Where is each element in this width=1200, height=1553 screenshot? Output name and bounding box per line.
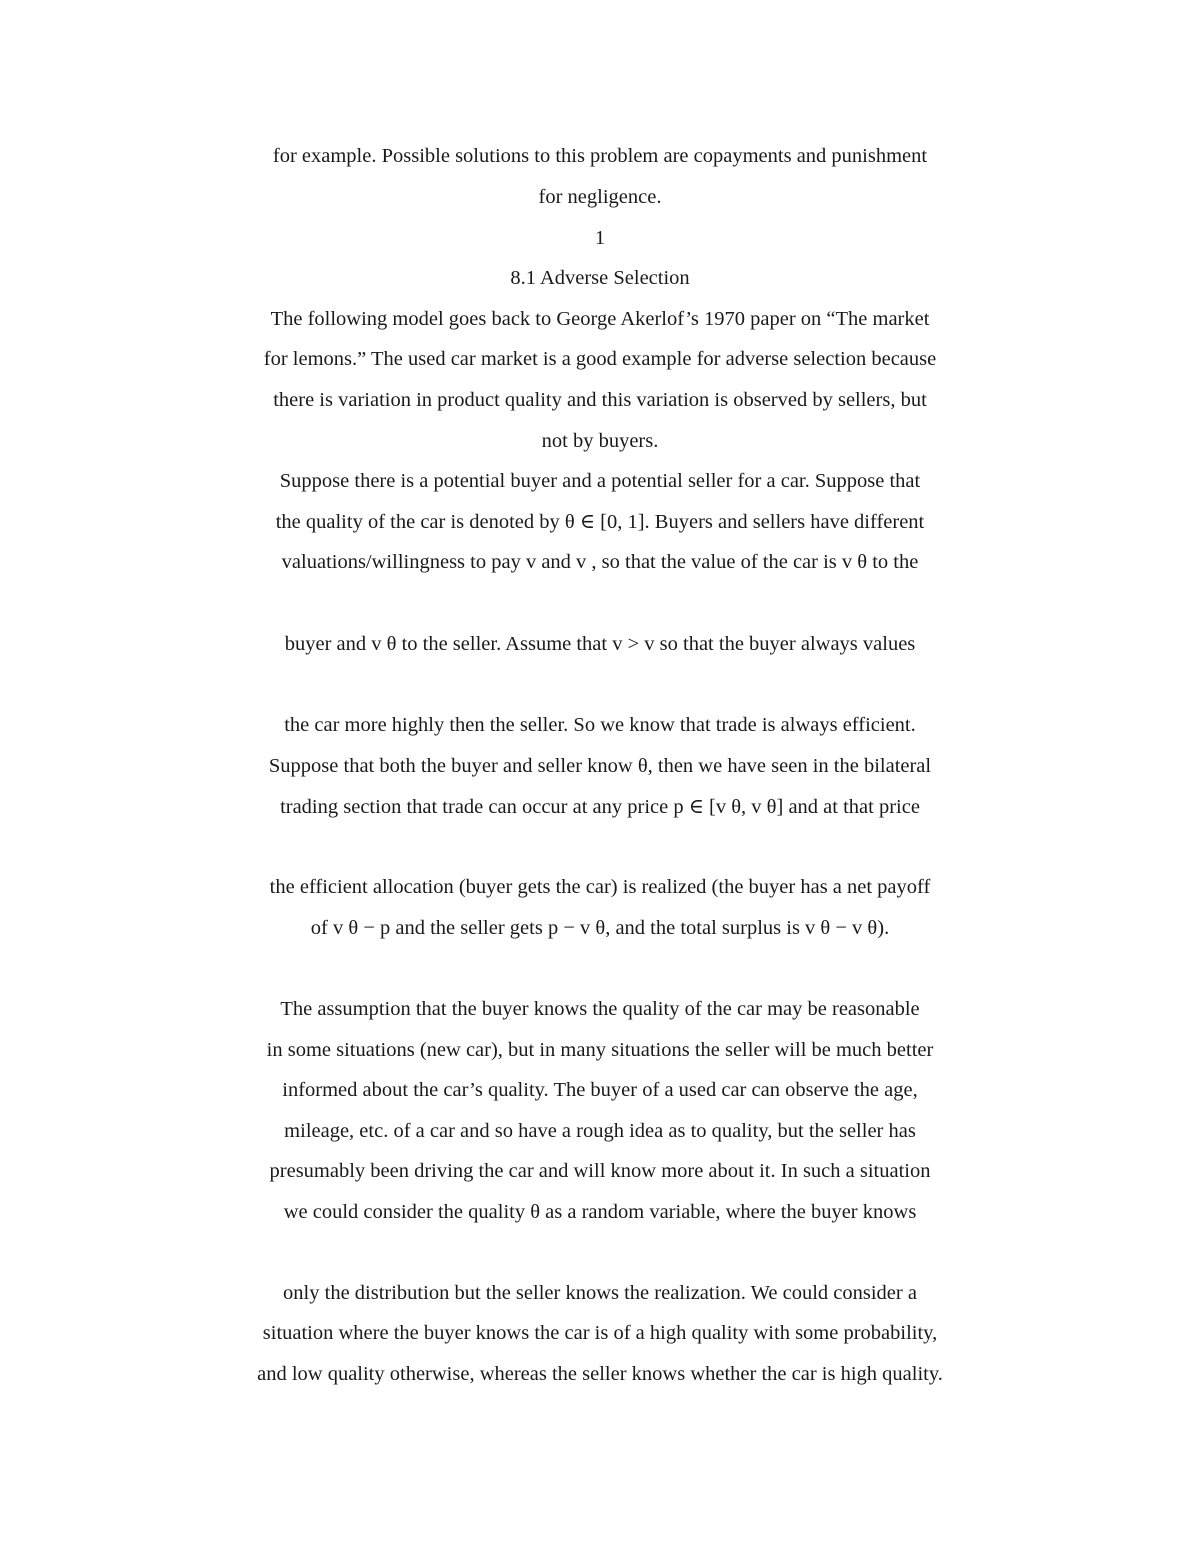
text-line: for example. Possible solutions to this problem are copayments and punishment [272, 145, 928, 167]
section-heading: 8.1 Adverse Selection [510, 267, 690, 289]
text-line: The assumption that the buyer knows the quality of the car may be reasonable [280, 998, 920, 1020]
text-line: valuations/willingness to pay v and v , so that the value of the car is v θ to the [281, 551, 919, 573]
text-line: presumably been driving the car and will know more about it. In such a situation [269, 1160, 931, 1182]
text-line: the quality of the car is denoted by θ ∈ [0, 1]. Buyers and sellers have different [275, 511, 925, 533]
text-line: informed about the car’s quality. The buyer of a used car can observe the age, [282, 1079, 918, 1101]
page-number: 1 [594, 227, 606, 249]
text-line: the efficient allocation (buyer gets the car) is realized (the buyer has a net payoff [269, 876, 931, 898]
text-line: for lemons.” The used car market is a good example for adverse selection because [263, 348, 937, 370]
text-line: trading section that trade can occur at any price p ∈ [v θ, v θ] and at that price [280, 796, 920, 818]
text-line: only the distribution but the seller knows the realization. We could consider a [283, 1282, 917, 1304]
text-line: Suppose there is a potential buyer and a potential seller for a car. Suppose that [279, 470, 921, 492]
text-line: the car more highly then the seller. So we know that trade is always efficient. [284, 714, 916, 736]
text-line: of v θ − p and the seller gets p − v θ, and the total surplus is v θ − v θ). [310, 917, 890, 939]
text-line: we could consider the quality θ as a random variable, where the buyer knows [283, 1201, 917, 1223]
text-line: there is variation in product quality and this variation is observed by sellers, but [273, 389, 927, 411]
text-line: and low quality otherwise, whereas the seller knows whether the car is high quality. [257, 1363, 943, 1385]
text-line: not by buyers. [541, 430, 659, 452]
text-line: situation where the buyer knows the car is of a high quality with some probability, [262, 1322, 938, 1344]
text-line: mileage, etc. of a car and so have a rough idea as to quality, but the seller has [284, 1120, 916, 1142]
text-line: for negligence. [538, 186, 662, 208]
text-line: The following model goes back to George Akerlof’s 1970 paper on “The market [270, 308, 930, 330]
text-line: buyer and v θ to the seller. Assume that v > v so that the buyer always values [284, 633, 916, 655]
text-line: in some situations (new car), but in many situations the seller will be much better [266, 1039, 934, 1061]
text-line: Suppose that both the buyer and seller know θ, then we have seen in the bilateral [268, 755, 932, 777]
